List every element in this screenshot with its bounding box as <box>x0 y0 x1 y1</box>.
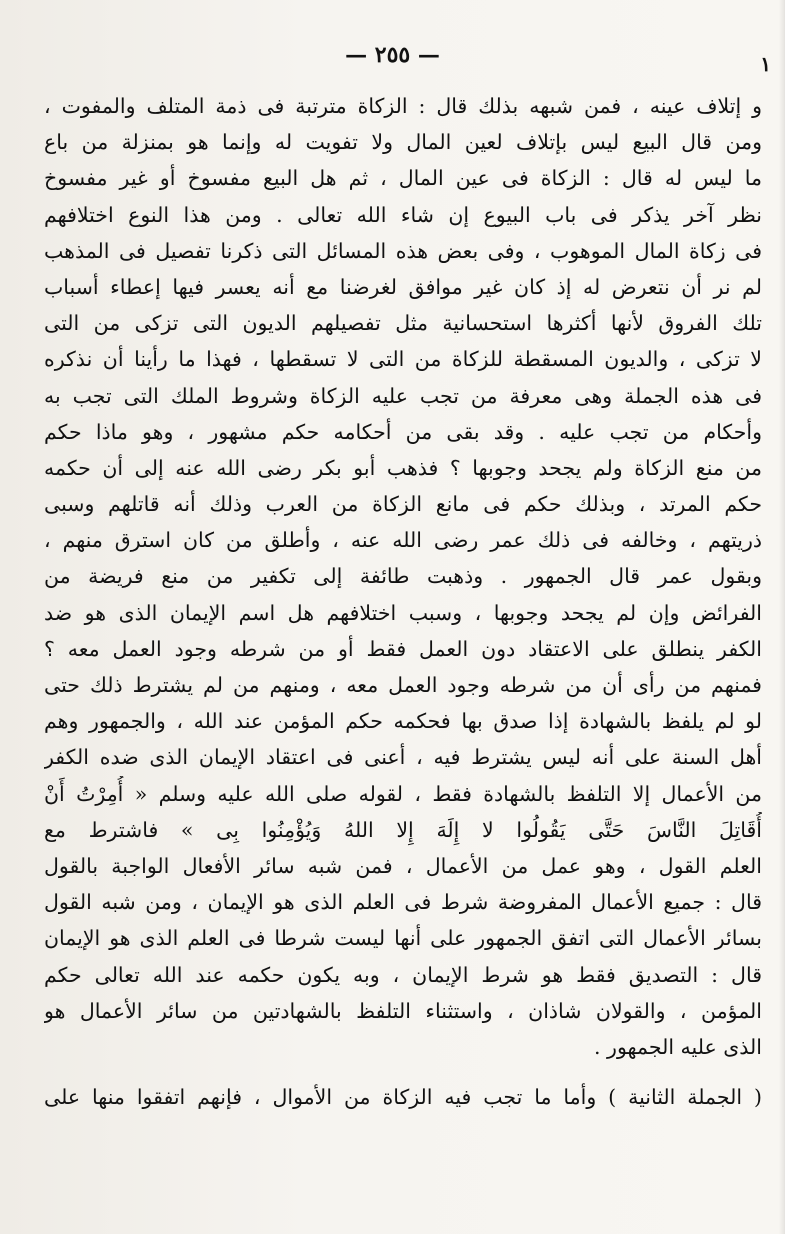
text-line: فى زكاة المال الموهوب ، وفى بعض هذه المسائل التى ذكرنا تفصيل فى المذهب <box>44 238 762 263</box>
text-line: المؤمن ، والقولان شاذان ، واستثناء التلفظ بالشهادتين من سائر الأعمال هو <box>44 998 762 1023</box>
text-line: ومن قال البيع ليس بإتلاف لعين المال ولا تفويت له وإنما هو بمنزلة من باع <box>44 130 762 155</box>
text-line: ما ليس له قال : الزكاة فى عين المال ، ثم هل البيع مفسوخ أو غير مفسوخ <box>44 166 762 191</box>
text-line: وبقول عمر قال الجمهور . وذهبت طائفة إلى تكفير من منع فريضة من <box>44 564 762 589</box>
text-line: و إتلاف عينه ، فمن شبهه بذلك قال : الزكاة مترتبة فى ذمة المتلف والمفوت ، <box>44 94 762 118</box>
text-line: قال : التصديق فقط هو شرط الإيمان ، وبه يكون حكمه عند الله تعالى حكم <box>44 962 762 987</box>
section-heading-line: ( الجملة الثانية ) وأما ما تجب فيه الزكاة من الأموال ، فإنهم اتفقوا منها على <box>44 1085 762 1110</box>
text-line: وأحكام من تجب عليه . وقد بقى من أحكامه حكم مشهور ، وهو ماذا حكم <box>44 419 762 444</box>
text-line: ذريتهم ، وخالفه فى ذلك عمر رضى الله عنه ، وأطلق من كان استرق منهم ، <box>44 528 762 553</box>
margin-mark: ١ <box>760 52 771 76</box>
text-line: لم نر أن نتعرض له إذ كان غير موافق لغرضنا مع أنه يعسر فيها إعطاء أسباب <box>44 274 762 299</box>
text-line: فمنهم من رأى أن من شرطه وجود العمل معه ، ومنهم من لم يشترط ذلك حتى <box>44 673 762 697</box>
text-line: حكم المرتد ، وبذلك حكم فى مانع الزكاة من العرب وذلك أنه قاتلهم وسبى <box>44 492 762 517</box>
text-line: قال : جميع الأعمال المفروضة شرط فى العلم الذى هو الإيمان ، ومن شبه القول <box>44 890 762 915</box>
text-line: بسائر الأعمال التى اتفق الجمهور على أنها ليست شرطا فى العلم الذى هو الإيمان <box>44 926 762 951</box>
text-line: أُقَاتِلَ النَّاسَ حَتَّى يَقُولُوا لا إِلَهَ إِلا اللهُ وَيُؤْمِنُوا بِى » فاشترط مع <box>44 817 762 842</box>
page-number: — ٢٥٥ — <box>345 42 440 68</box>
text-line: فى هذه الجملة وهى معرفة من تجب عليه الزكاة وشروط الملك التى تجب به <box>44 383 762 408</box>
text-line: من الأعمال إلا التلفظ بالشهادة فقط ، لقوله صلى الله عليه وسلم « أُمِرْتُ أَنْ <box>44 781 762 806</box>
text-line: تلك الفروق لأنها أكثرها استحسانية مثل تفصيلهم الديون التى تزكى من التى <box>44 311 762 336</box>
text-line: الفرائض وإن لم يجحد وجوبها ، وسبب اختلافهم هل اسم الإيمان الذى هو ضد <box>44 600 762 625</box>
text-line: من منع الزكاة ولم يجحد وجوبها ؟ فذهب أبو بكر رضى الله عنه إلى أن حكمه <box>44 455 762 480</box>
text-line: الذى عليه الجمهور . <box>594 1034 762 1059</box>
text-line: العلم القول ، وهو عمل من الأعمال ، فمن شبه سائر الأفعال الواجبة بالقول <box>44 853 762 878</box>
paragraph-gap <box>44 1065 762 1079</box>
text-line: لا تزكى ، والديون المسقطة للزكاة من التى لا تسقطها ، فهذا ما رأينا أن نذكره <box>44 347 762 372</box>
text-line: لو لم يلفظ بالشهادة إذا صدق بها فحكمه حكم المؤمن عند الله ، والجمهور وهم <box>44 709 762 734</box>
text-line: الكفر ينطلق على الاعتقاد دون العمل فقط أو من شرطه وجود العمل معه ؟ <box>44 636 762 661</box>
body-text <box>44 88 762 1115</box>
text-line: أهل السنة على أنه ليس يشترط فيه ، أعنى فى اعتقاد الإيمان الذى ضده الكفر <box>44 745 762 770</box>
scan-edge-shadow <box>779 0 785 1234</box>
text-line: نظر آخر يذكر فى باب البيوع إن شاء الله تعالى . ومن هذا النوع اختلافهم <box>44 202 762 227</box>
